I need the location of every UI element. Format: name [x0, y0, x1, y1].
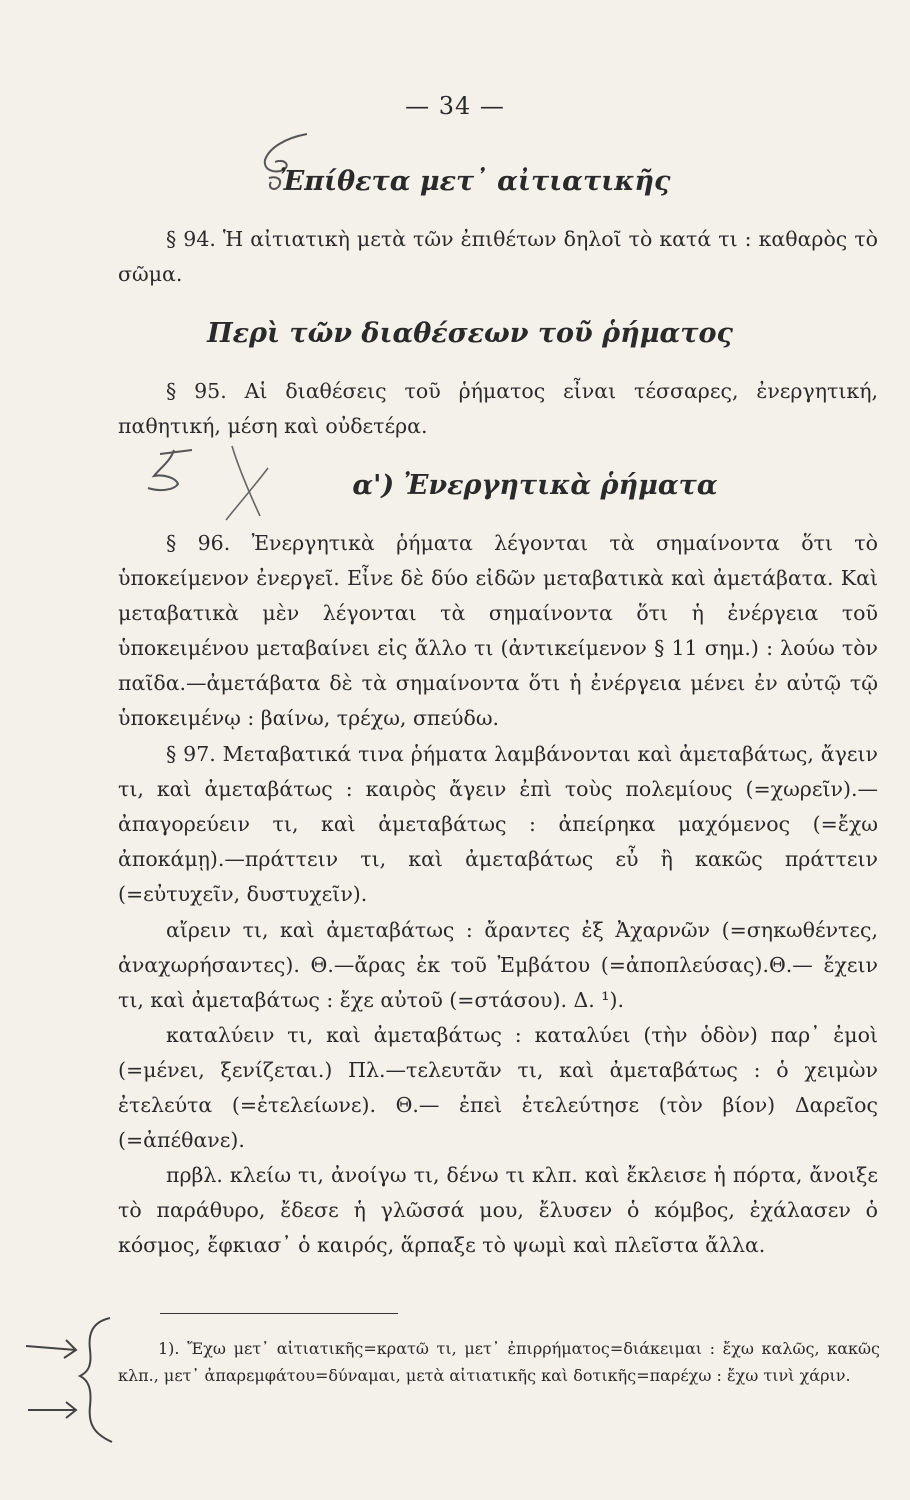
- paragraph-95: [118, 374, 878, 444]
- footnote-text: 1). Ἔχω μετ᾽ αἰτιατικῆς=κρατῶ τι, μετ᾽ ἐπιρρήματος=διάκειμαι : ἔχω καλῶς, κακῶς κλπ., μετ᾽ ἀπαρεμφάτου=δύναμαι, μετὰ αἰτιατικῆς καὶ δοτικῆς=παρέχω : ἔχω τινὶ χάριν.: [118, 1339, 880, 1385]
- paragraph-97-text: § 97. Μεταβατικά τινα ῥήματα λαμβάνονται καὶ ἀμεταβάτως, ἄγειν τι, καὶ ἀμεταβάτως : καιρὸς ἄγειν ἐπὶ τοὺς πολεμίους (=χωρεῖν).—ἀπαγορεύειν τι, καὶ ἀμεταβάτως : ἀπείρηκα μαχόμενος (=ἔχω ἀποκάμῃ).—πράττειν τι, καὶ ἀμεταβάτως εὖ ἢ κακῶς πράττειν (=εὐτυχεῖν, δυστυχεῖν).: [118, 742, 878, 906]
- footnote: [118, 1335, 880, 1389]
- paragraph-97-continued-1: [118, 913, 878, 1018]
- paragraph-comparison: [118, 1158, 878, 1263]
- paragraph-94: [118, 222, 878, 292]
- paragraph-comparison-text: πρβλ. κλείω τι, ἀνοίγω τι, δένω τι κλπ. καὶ ἔκλεισε ἡ πόρτα, ἄνοιξε τὸ παράθυρο, ἔδεσε ἡ γλῶσσά μου, ἔλυσεν ὁ κόμβος, ἐχάλασεν ὁ κόσμος, ἔφκιασ᾽ ὁ καιρός, ἅρπαξε τὸ ψωμὶ καὶ πλεῖστα ἄλλα.: [118, 1163, 878, 1257]
- paragraph-97-airein-text: αἴρειν τι, καὶ ἀμεταβάτως : ἄραντες ἐξ Ἀχαρνῶν (=σηκωθέντες, ἀναχωρήσαντες). Θ.—ἄρας ἐκ τοῦ Ἐμβάτου (=ἀποπλεύσας).Θ.— ἔχειν τι, καὶ ἀμεταβάτως : ἔχε αὐτοῦ (=στάσου). Δ. ¹).: [118, 918, 878, 1012]
- paragraph-96: [118, 526, 878, 736]
- paragraph-95-text: § 95. Αἱ διαθέσεις τοῦ ῥήματος εἶναι τέσσαρες, ἐνεργητική, παθητική, μέση καὶ οὐδετέρα.: [118, 379, 878, 438]
- heading-verb-voices: Περὶ τῶν διαθέσεων τοῦ ῥήματος: [207, 318, 733, 349]
- footnote-rule: [160, 1313, 398, 1314]
- paragraph-97-katalyein-text: καταλύειν τι, καὶ ἀμεταβάτως : καταλύει (τὴν ὁδὸν) παρ᾽ ἐμοὶ (=μένει, ξενίζεται.) Πλ.—τελευτᾶν τι, καὶ ἀμεταβάτως : ὁ χειμὼν ἐτελεύτα (=ἐτελείωνε). Θ.— ἐπεὶ ἐτελεύτησε (τὸν βίον) Δαρεῖος (=ἀπέθανε).: [118, 1023, 878, 1152]
- paragraph-94-text: § 94. Ἡ αἰτιατικὴ μετὰ τῶν ἐπιθέτων δηλοῖ τὸ κατά τι : καθαρὸς τὸ σῶμα.: [118, 227, 878, 286]
- page-number: — 34 —: [405, 92, 505, 120]
- paragraph-97-continued-2: [118, 1018, 878, 1158]
- heading-active-verbs: α') Ἐνεργητικὰ ῥήματα: [352, 470, 718, 501]
- pencil-margin-brackets: [18, 1310, 128, 1450]
- paragraph-96-text: § 96. Ἐνεργητικὰ ῥήματα λέγονται τὰ σημαίνοντα ὅτι τὸ ὑποκείμενον ἐνεργεῖ. Εἶνε δὲ δύο εἰδῶν μεταβατικὰ καὶ ἀμετάβατα. Καὶ μεταβατικὰ μὲν λέγονται τὰ σημαίνοντα ὅτι ἡ ἐνέργεια τοῦ ὑποκειμένου μεταβαίνει εἰς ἄλλο τι (ἀντικείμενον § 11 σημ.) : λούω τὸν παῖδα.—ἀμετάβατα δὲ τὰ σημαίνοντα ὅτι ἡ ἐνέργεια μένει ἐν αὐτῷ τῷ ὑποκειμένῳ : βαίνω, τρέχω, σπεύδω.: [118, 531, 878, 730]
- heading-accusative-adjectives: Ἐπίθετα μετ᾽ αἰτιατικῆς: [279, 166, 671, 197]
- paragraph-97: [118, 737, 878, 912]
